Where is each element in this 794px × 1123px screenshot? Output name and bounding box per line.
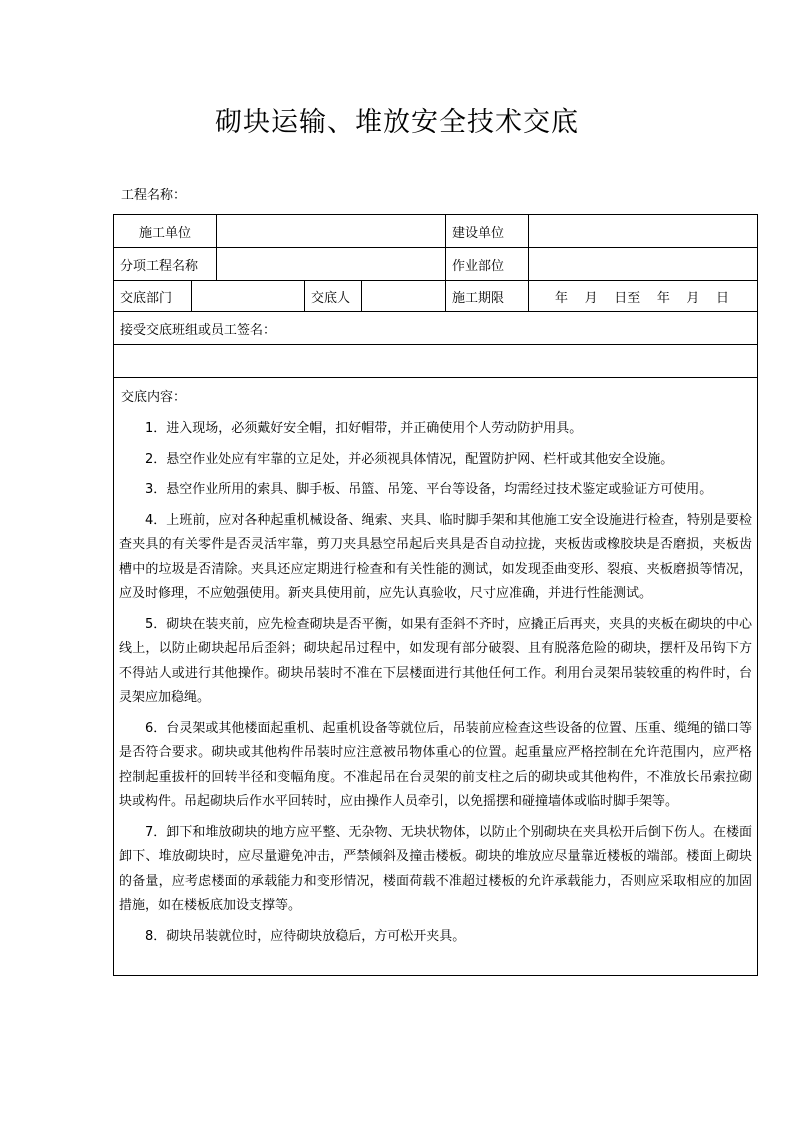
department-field[interactable] xyxy=(192,281,305,312)
period-month-start: 月 xyxy=(584,290,598,306)
content-paragraph: 6．台灵架或其他楼面起重机、起重机设备等就位后，吊装前应检查这些设备的位置、压重、缆绳的锚口等是否符合要求。砌块或其他构件吊装时应注意被吊物体重心的位置。起重量应严格控制在允许范围内，应严格控制起重拔杆的回转半径和变幅角度。不准起吊在台灵架的前支柱之后的砌块或其他构件，不准放长吊索拉砌块或构件。吊起砌块后作水平回转时，应由操作人员牵引，以免摇摆和碰撞墙体或临时脚手架等。 xyxy=(119,720,753,809)
content-paragraph: 5．砌块在装夹前，应先检查砌块是否平衡，如果有歪斜不齐时，应撬正后再夹，夹具的夹板在砌块的中心线上，以防止砌块起吊后歪斜；砌块起吊过程中，如发现有部分破裂、且有脱落危险的砌块，摆杆及吊钩下方不得站人或进行其他操作。砌块吊装时不准在下层楼面进行其他任何工作。利用台灵架吊装较重的构件时，台灵架应加稳绳。 xyxy=(119,616,753,705)
client-unit-label: 建设单位 xyxy=(446,215,529,248)
content-paragraph: 3．悬空作业所用的索具、脚手板、吊篮、吊笼、平台等设备，均需经过技术鉴定或验证方可使用。 xyxy=(145,482,713,497)
department-label: 交底部门 xyxy=(114,281,192,312)
disclosure-form xyxy=(113,214,758,976)
content-paragraph: 4．上班前，应对各种起重机械设备、绳索、夹具、临时脚手架和其他施工安全设施进行检查，特别是要检查夹具的有关零件是否灵活牢靠，剪刀夹具悬空吊起后夹具是否自动拉拢，夹板齿或橡胶块是否磨损，夹板齿槽中的垃圾是否清除。夹具还应定期进行检查和有关性能的测试，如发现歪曲变形、裂痕、夹板磨损等情况，应及时修理，不应勉强使用。新夹具使用前，应先认真验收，尺寸应准确，并进行性能测试。 xyxy=(119,512,753,601)
period-field[interactable] xyxy=(529,281,758,312)
content-paragraph: 1．进入现场，必须戴好安全帽，扣好帽带，并正确使用个人劳动防护用具。 xyxy=(145,421,583,436)
content-paragraph: 8．砌块吊装就位时，应待砌块放稳后，方可松开夹具。 xyxy=(145,928,466,944)
work-location-field[interactable] xyxy=(529,248,758,281)
period-day-end: 日 xyxy=(716,290,730,306)
construction-unit-label: 施工单位 xyxy=(114,215,217,248)
content-label: 交底内容： xyxy=(121,390,187,405)
content-paragraph: 2．悬空作业处应有牢靠的立足处，并必须视具体情况，配置防护网、栏杆或其他安全设施。 xyxy=(145,451,674,467)
client-unit-field[interactable] xyxy=(529,215,758,248)
page-title: 砌块运输、堆放安全技术交底 xyxy=(215,107,579,138)
presenter-field[interactable] xyxy=(362,281,446,312)
signature-label: 接受交底班组或员工签名： xyxy=(114,312,758,345)
signature-field[interactable] xyxy=(114,345,758,378)
presenter-label: 交底人 xyxy=(305,281,362,312)
period-month-end: 月 xyxy=(686,290,700,306)
project-name-label: 工程名称： xyxy=(121,188,187,203)
sub-project-field[interactable] xyxy=(217,248,446,281)
period-label: 施工期限 xyxy=(446,281,529,312)
construction-unit-field[interactable] xyxy=(217,215,446,248)
period-year-end: 年 xyxy=(656,290,670,306)
content-paragraph: 7．卸下和堆放砌块的地方应平整、无杂物、无块状物体，以防止个别砌块在夹具松开后倒下伤人。在楼面卸下、堆放砌块时，应尽量避免冲击，严禁倾斜及撞击楼板。砌块的堆放应尽量靠近楼板的端部。楼面上砌块的备量，应考虑楼面的承载能力和变形情况，楼面荷载不准超过楼板的允许承载能力，否则应采取相应的加固措施，如在楼板底加设支撑等。 xyxy=(119,824,753,913)
work-location-label: 作业部位 xyxy=(446,248,529,281)
period-day-to: 日至 xyxy=(614,290,641,306)
content-section xyxy=(114,378,758,976)
period-year-start: 年 xyxy=(555,290,569,306)
sub-project-label: 分项工程名称 xyxy=(114,248,217,281)
